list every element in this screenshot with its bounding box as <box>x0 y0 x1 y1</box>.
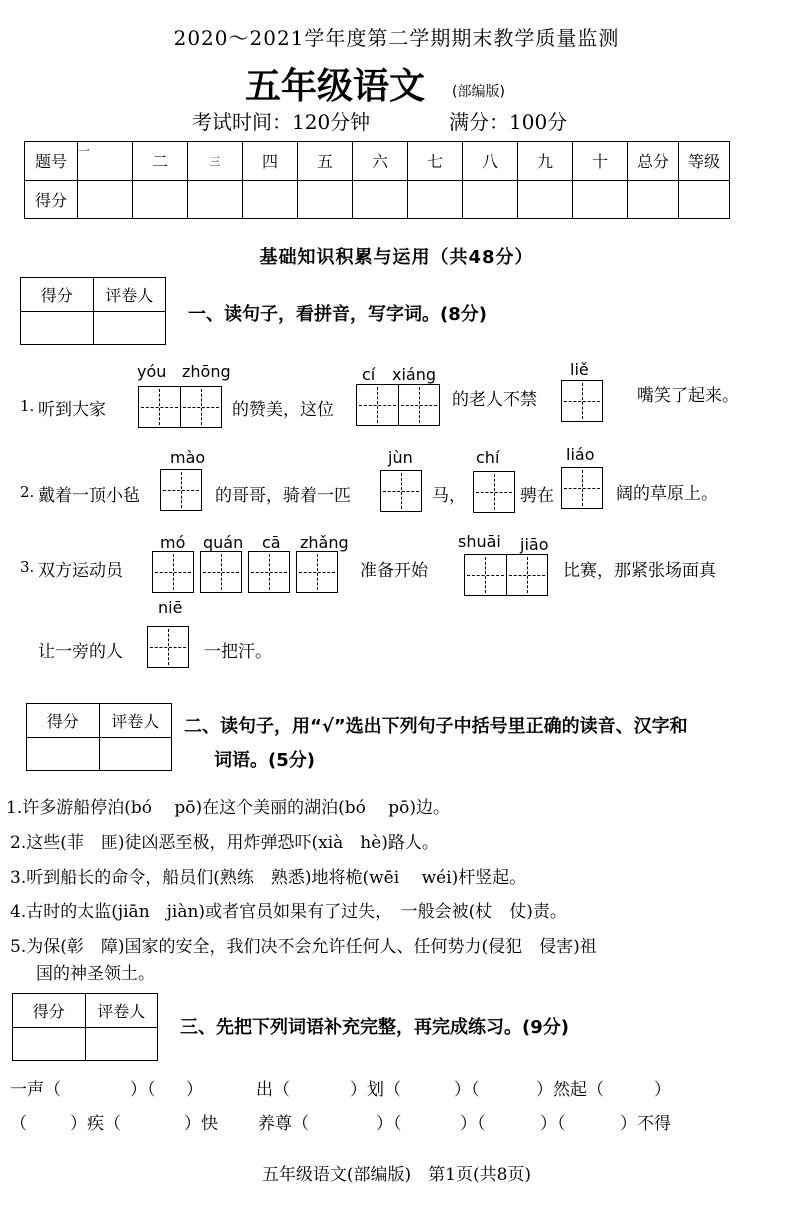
sentence-text: 嘴笑了起来。 <box>637 386 739 406</box>
grader-score-field[interactable] <box>13 1028 85 1061</box>
table-cell: 六 <box>353 142 408 181</box>
table-cell: 得分 <box>25 180 78 219</box>
sentence-text: 准备开始 <box>360 561 428 581</box>
word-fill-text: ）（ <box>454 1080 480 1100</box>
sentence-text: 听到大家 <box>38 400 106 420</box>
table-cell: 七 <box>408 142 463 181</box>
word-fill-text: ）（ <box>460 1114 486 1134</box>
grader-box <box>20 277 166 345</box>
sentence-text: 的哥哥，骑着一匹 <box>215 486 351 506</box>
score-input-cell[interactable] <box>243 180 298 219</box>
word-fill-text: ） <box>654 1080 671 1100</box>
score-table <box>24 141 730 219</box>
score-input-cell[interactable] <box>573 180 628 219</box>
table-cell: 二 <box>133 142 188 181</box>
table-cell: 等级 <box>679 142 730 181</box>
pinyin: chí <box>476 448 500 467</box>
writing-grid[interactable] <box>380 470 422 512</box>
pinyin: cā <box>262 533 281 552</box>
table-cell: 三 <box>188 142 243 181</box>
writing-grid[interactable] <box>473 471 515 513</box>
list-item: 2.这些(菲 匪)徒凶恶至极，用炸弹恐吓(xià hè)路人。 <box>10 833 439 853</box>
q1-heading: 一、读句子，看拼音，写字词。(8分) <box>188 304 487 325</box>
table-cell: 八 <box>463 142 518 181</box>
word-fill-text: （ <box>10 1114 27 1134</box>
score-table-score-row <box>25 180 730 219</box>
sentence-text: 双方运动员 <box>38 561 123 581</box>
grader-name-field[interactable] <box>93 312 166 345</box>
sentence-text: 戴着一顶小毡 <box>38 486 140 506</box>
pinyin: shuāi <box>458 532 501 551</box>
score-input-cell[interactable] <box>628 180 679 219</box>
sentence-text: 让一旁的人 <box>38 642 123 662</box>
writing-grid[interactable] <box>138 386 222 428</box>
pinyin: jùn <box>388 448 413 467</box>
edition-label: (部编版) <box>452 84 505 100</box>
table-cell: 四 <box>243 142 298 181</box>
list-item: 国的神圣领土。 <box>36 964 155 984</box>
writing-grid[interactable] <box>248 551 290 593</box>
question-number: 2. <box>20 483 35 501</box>
table-cell: 题号 <box>25 142 78 181</box>
pinyin: mào <box>170 448 206 467</box>
table-cell: 十 <box>573 142 628 181</box>
list-item: 1.许多游船停泊(bó pō)在这个美丽的湖泊(bó pō)边。 <box>6 798 451 818</box>
word-fill-text: ）（ <box>540 1114 566 1134</box>
score-input-cell[interactable] <box>518 180 573 219</box>
grader-box <box>26 703 172 771</box>
sentence-text: 骋在 <box>520 486 554 506</box>
word-fill-text: ） <box>186 1080 203 1100</box>
exam-time: 考试时间：120分钟 <box>192 110 371 134</box>
q3-heading: 三、先把下列词语补充完整，再完成练习。(9分) <box>180 1017 569 1038</box>
writing-grid[interactable] <box>356 384 440 426</box>
page-footer: 五年级语文(部编版) 第1页(共8页) <box>261 1165 532 1185</box>
pinyin: quán <box>203 533 244 552</box>
score-table-header-row <box>25 142 730 181</box>
word-fill-text: ）（ <box>130 1080 156 1100</box>
grader-box-score-label: 得分 <box>46 711 79 731</box>
score-input-cell[interactable] <box>463 180 518 219</box>
word-fill-text: ）划（ <box>350 1080 401 1100</box>
score-input-cell[interactable] <box>298 180 353 219</box>
grader-box-score-label: 得分 <box>32 1001 65 1021</box>
score-input-cell[interactable] <box>679 180 730 219</box>
writing-grid[interactable] <box>152 551 194 593</box>
pinyin: xiáng <box>392 365 437 384</box>
list-item: 5.为保(彰 障)国家的安全，我们决不会允许任何人、任何势力(侵犯 侵害)祖 <box>10 937 597 957</box>
pinyin: liě <box>570 360 589 379</box>
score-input-cell[interactable] <box>78 180 133 219</box>
pinyin: liáo <box>566 445 595 464</box>
question-number: 1. <box>20 397 35 415</box>
exam-title: 五年级语文 <box>245 66 426 107</box>
q2-heading-cont: 词语。(5分) <box>214 750 315 771</box>
writing-grid[interactable] <box>147 626 189 668</box>
writing-grid[interactable] <box>561 380 603 422</box>
pinyin: yóu <box>137 362 167 381</box>
pinyin: niē <box>158 598 183 617</box>
grader-name-field[interactable] <box>85 1028 158 1061</box>
table-cell: 一 <box>78 142 133 181</box>
grader-score-field[interactable] <box>27 738 99 771</box>
table-cell: 九 <box>518 142 573 181</box>
word-fill-text: ）然起（ <box>536 1080 604 1100</box>
word-fill-text: 一声（ <box>10 1080 61 1100</box>
section-title: 基础知识积累与运用（共48分） <box>259 247 534 268</box>
sentence-text: 一把汗。 <box>204 642 272 662</box>
exam-header-line: 2020～2021学年度第二学期期末教学质量监测 <box>173 26 620 50</box>
writing-grid[interactable] <box>200 551 242 593</box>
full-score: 满分：100分 <box>449 110 568 134</box>
question-number: 3. <box>20 558 35 576</box>
writing-grid[interactable] <box>160 469 202 511</box>
score-input-cell[interactable] <box>133 180 188 219</box>
writing-grid[interactable] <box>561 467 603 509</box>
grader-name-field[interactable] <box>99 738 172 771</box>
word-fill-text: ）不得 <box>620 1114 671 1134</box>
sentence-text: 的赞美，这位 <box>232 400 334 420</box>
pinyin: zhǎng <box>300 533 349 552</box>
sentence-text: 阔的草原上。 <box>616 484 718 504</box>
table-cell: 总分 <box>628 142 679 181</box>
word-fill-text: 养尊（ <box>258 1114 309 1134</box>
grader-box-score-label: 得分 <box>40 285 73 305</box>
score-input-cell[interactable] <box>408 180 463 219</box>
grader-box-grader-label: 评卷人 <box>85 994 158 1027</box>
pinyin: mó <box>160 533 186 552</box>
grader-score-field[interactable] <box>21 312 93 345</box>
pinyin: zhōng <box>182 362 231 381</box>
word-fill-text: ）（ <box>376 1114 402 1134</box>
writing-grid[interactable] <box>464 554 548 596</box>
score-input-cell[interactable] <box>188 180 243 219</box>
grader-box <box>12 993 158 1061</box>
pinyin: jiāo <box>520 535 549 554</box>
q2-heading: 二、读句子，用“√”选出下列句子中括号里正确的读音、汉字和 <box>184 716 688 737</box>
word-fill-text: ）快 <box>184 1114 218 1134</box>
sentence-text: 马， <box>432 486 466 506</box>
sentence-text: 比赛，那紧张场面真 <box>563 561 716 581</box>
sentence-text: 的老人不禁 <box>452 390 537 410</box>
word-fill-text: ）疾（ <box>70 1114 121 1134</box>
table-cell: 五 <box>298 142 353 181</box>
list-item: 3.听到船长的命令，船员们(熟练 熟悉)地将桅(wēi wéi)杆竖起。 <box>10 868 527 888</box>
list-item: 4.古时的太监(jiān jiàn)或者官员如果有了过失， 一般会被(杖 仗)责。 <box>10 902 567 922</box>
grader-box-grader-label: 评卷人 <box>93 278 166 311</box>
writing-grid[interactable] <box>296 551 338 593</box>
word-fill-text: 出（ <box>256 1080 290 1100</box>
pinyin: cí <box>362 365 376 384</box>
grader-box-grader-label: 评卷人 <box>99 704 172 737</box>
score-input-cell[interactable] <box>353 180 408 219</box>
